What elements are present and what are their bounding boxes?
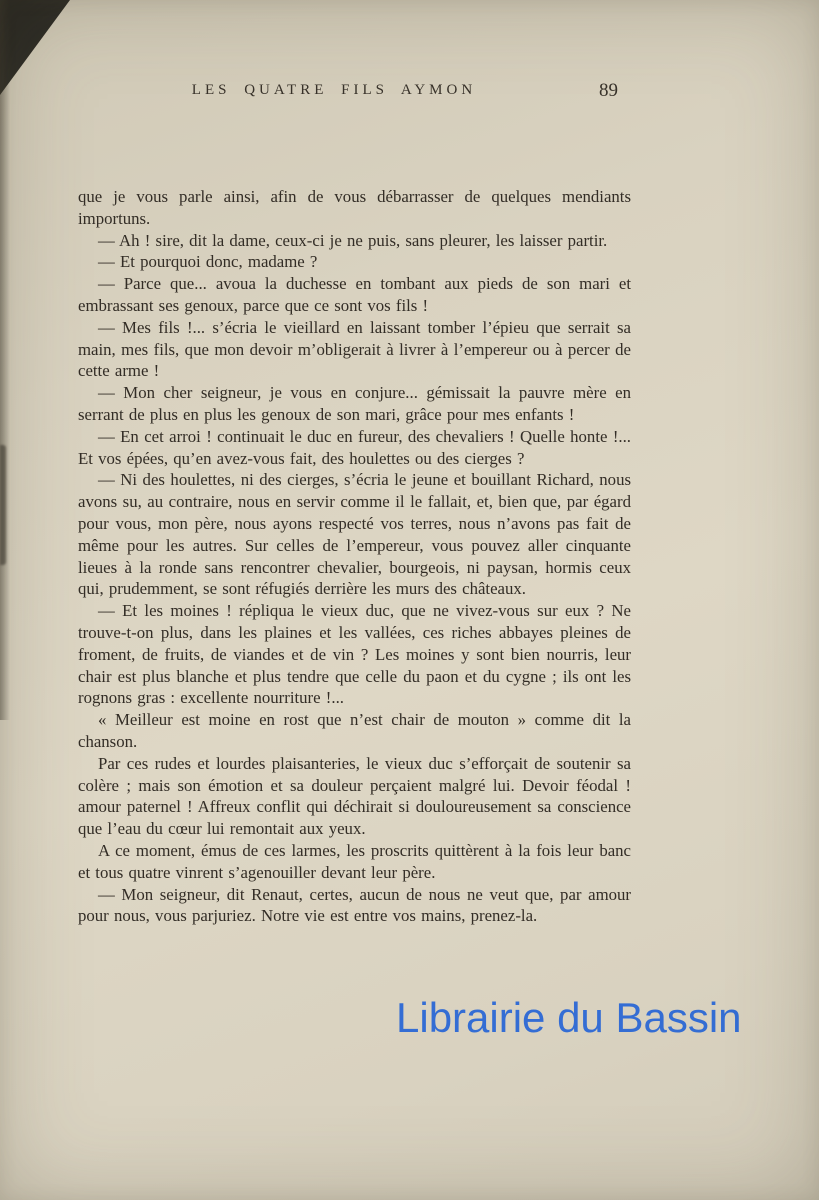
page-edge-shadow (0, 0, 10, 720)
paragraph: — Mes fils !... s’écria le vieillard en laissant tomber l’épieu que serrait sa main, mes fils, que mon devoir m’obligerait à livrer à l’empereur ou à percer de cette arme ! (78, 317, 631, 381)
paragraph: — Mon cher seigneur, je vous en conjure... gémissait la pauvre mère en serrant de plus en plus les genoux de son mari, grâce pour mes enfants ! (78, 383, 631, 424)
paragraph: — Et pourquoi donc, madame ? (98, 252, 318, 272)
page-number: 89 (599, 80, 618, 101)
running-title: LES QUATRE FILS AYMON (191, 82, 477, 98)
paragraph: « Meilleur est moine en rost que n’est chair de mouton » comme dit la chanson. (78, 710, 631, 751)
paragraph: A ce moment, émus de ces larmes, les proscrits quittèrent à la fois leur banc et tous quatre vinrent s’agenouiller devant leur père. (78, 840, 631, 882)
paragraph: — Et les moines ! répliqua le vieux duc, que ne vivez-vous sur eux ? Ne trouve-t-on plus, dans les plaines et les vallées, ces riches abbayes pleines de froment, de fruits, de viandes et de vin ? Les moines y sont bien nourris, leur chair est plus blanche et plus tendre que celle du paon et du cygne ; ils ont les rognons gras : excellente nourriture !... (78, 601, 631, 708)
bookseller-watermark: Librairie du Bassin (396, 994, 742, 1041)
paragraph: — Ah ! sire, dit la dame, ceux-ci je ne puis, sans pleurer, les laisser partir. (98, 230, 608, 250)
running-head (78, 82, 630, 106)
paragraph: que je vous parle ainsi, afin de vous débarrasser de quelques mendiants importuns. (78, 187, 631, 228)
page-edge-notch (0, 445, 6, 565)
paragraph: — En cet arroi ! continuait le duc en fureur, des chevaliers ! Quelle honte !... Et vos épées, qu’en avez-vous fait, des houlettes ou des cierges ? (78, 426, 631, 468)
book-corner-shadow (0, 0, 70, 95)
paragraph: Par ces rudes et lourdes plaisanteries, le vieux duc s’efforçait de soutenir sa colère ; mais son émotion et sa douleur perçaient malgré lui. Devoir féodal ! amour paternel ! Affreux conflit qui déchirait si douloureusement sa conscience que l’eau du cœur lui remontait aux yeux. (78, 753, 631, 839)
paragraph: — Parce que... avoua la duchesse en tombant aux pieds de son mari et embrassant ses genoux, parce que ce sont vos fils ! (78, 274, 631, 315)
paragraph: — Ni des houlettes, ni des cierges, s’écria le jeune et bouillant Richard, nous avons su, au contraire, nous en servir comme il le fallait, et, bien que, par égard pour vous, mon père, nous ayons respecté vos terres, nous n’avons pas fait de même pour les autres. Sur celles de l’empereur, vous pouvez aller cinquante lieues à la ronde sans rencontrer chevalier, bourgeois, ni paysan, hormis ceux qui, prudemment, se sont réfugiés derrière les murs des châteaux. (78, 470, 631, 599)
paragraph: — Mon seigneur, dit Renaut, certes, aucun de nous ne veut que, par amour pour nous, vous parjuriez. Notre vie est entre vos mains, prenez-la. (78, 884, 631, 926)
body-text (78, 186, 631, 927)
